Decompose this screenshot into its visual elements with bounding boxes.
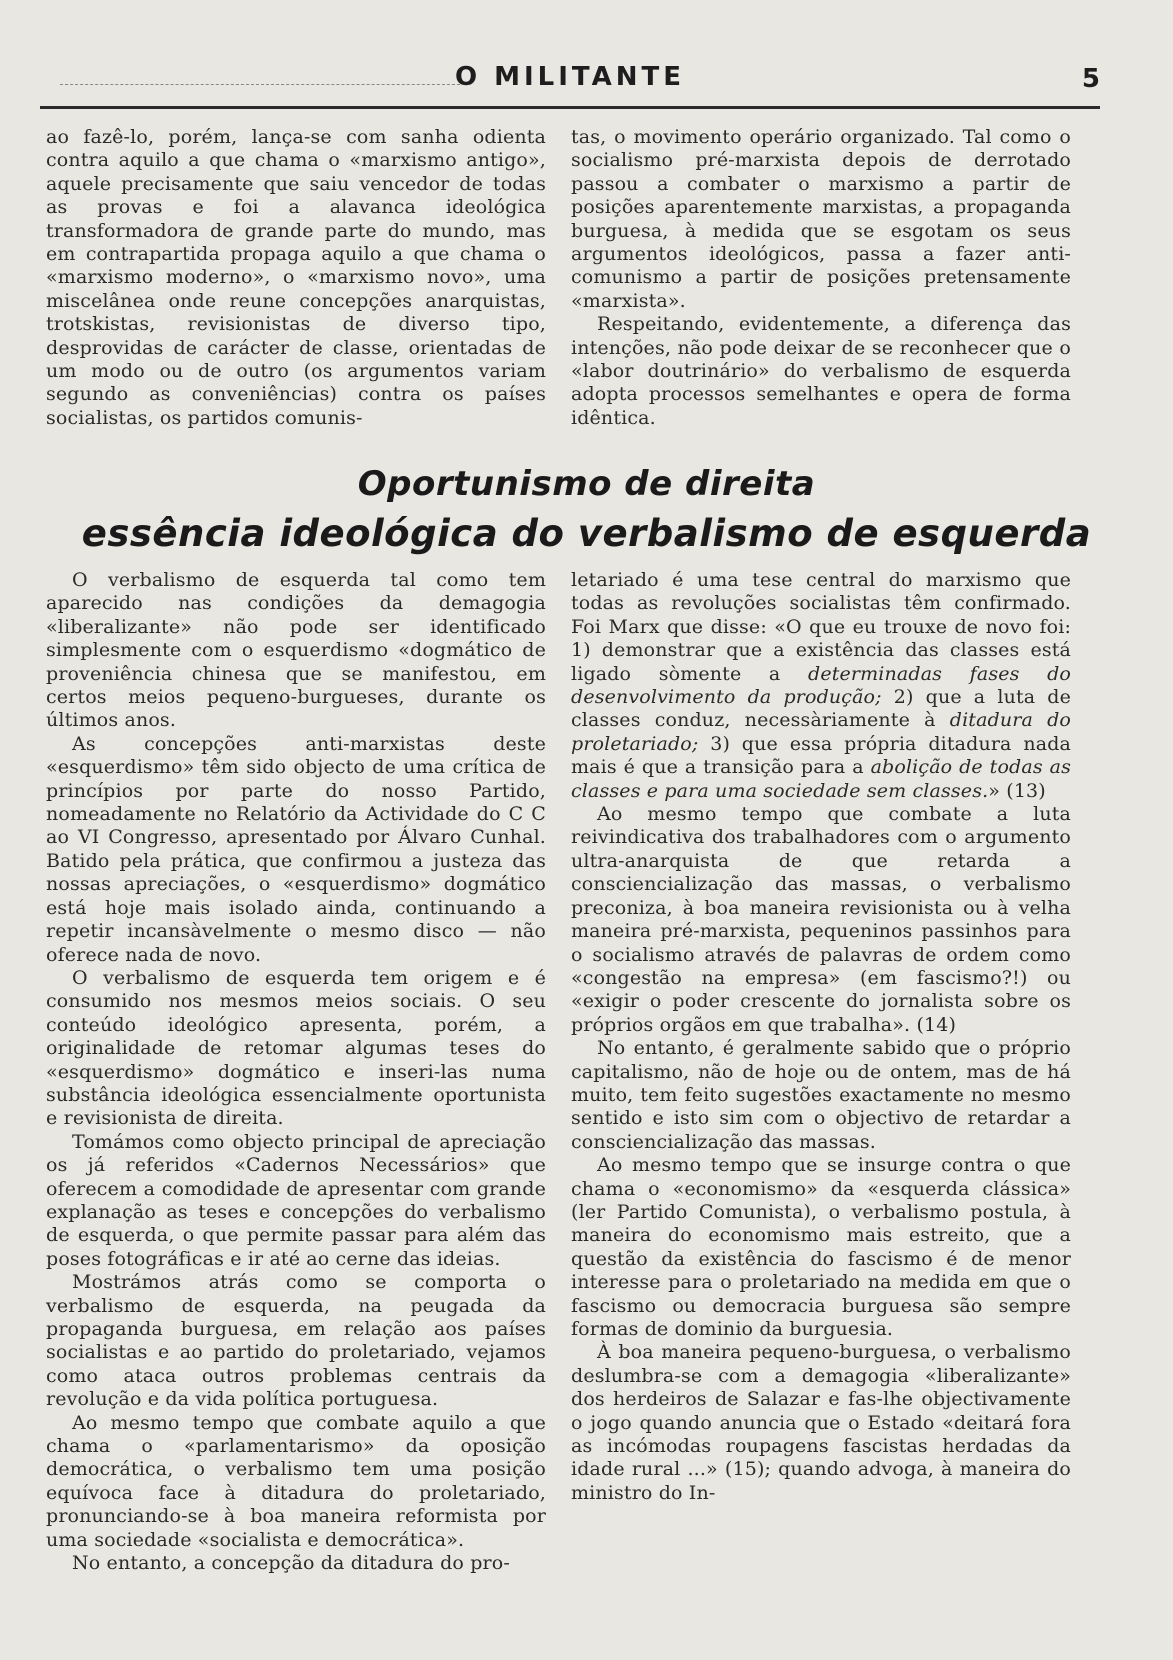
masthead-title: O MILITANTE bbox=[454, 62, 686, 92]
paragraph: No entanto, é geralmente sabido que o próprio capitalismo, não de hoje ou de ontem, mas de há muito, tem feito sugestões exactamente no mesmo sentido e isto sim com o objectivo de retardar a consciencialização das massas. bbox=[571, 1037, 1071, 1153]
top-left-column bbox=[46, 126, 546, 430]
italic-span: determinadas fases do desenvolvimento da produção; bbox=[571, 662, 1071, 709]
italic-span: ditadura do proletariado; bbox=[571, 709, 1071, 755]
text-span: letariado é uma tese central do marxismo que todas as revoluções socialistas têm confirmado. Foi Marx que disse: «O que eu trouxe de novo foi: 1) demonstrar que a existência das classes está ligado sòmente a bbox=[571, 569, 1071, 685]
article-title: Oportunismo de direita bbox=[357, 464, 816, 504]
paragraph: Ao mesmo tempo que combate a luta reivindicativa dos trabalhadores com o argumento ultra-anarquista de que retarda a consciencialização das massas, o verbalismo preconiza, à boa maneira revisionista ou à velha maneira pré-marxista, pequeninos passinhos para o socialismo através de palavras de ordem como «congestão na empresa» (em fascismo?!) ou «exigir o poder crescente do jornalista sobre os próprios orgãos em que trabalha». (14) bbox=[571, 803, 1071, 1036]
bottom-right-column bbox=[571, 569, 1071, 1505]
paragraph: As concepções anti-marxistas deste «esquerdismo» têm sido objecto de uma crítica de princípios por parte do nosso Partido, nomeadamente no Relatório da Actividade do C C ao VI Congresso, apresentado por Álvaro Cunhal. Batido pela prática, que confirmou a justeza das nossas apreciações, o «esquerdismo» dogmático está hoje mais isolado ainda, continuando a repetir incansàvelmente o mesmo disco — não oferece nada de novo. bbox=[46, 732, 546, 966]
paragraph: O verbalismo de esquerda tem origem e é consumido nos mesmos meios sociais. O seu conteúdo ideológico apresenta, porém, a originalidade de retomar algumas teses do «esquerdismo» dogmático e inseri-las numa substância ideológica essencialmente oportunista e revisionista de direita. bbox=[46, 966, 546, 1130]
paragraph: O verbalismo de esquerda tal como tem aparecido nas condições da demagogia «liberalizante» não pode ser identificado simplesmente com o esquerdismo «dogmático de proveniência chinesa que se manifestou, em certos meios pequeno-burgueses, durante os últimos anos. bbox=[46, 569, 546, 732]
italic-span: abolição de todas as classes e para uma sociedade sem classes. bbox=[571, 756, 1071, 802]
paragraph: tas, o movimento operário organizado. Tal como o socialismo pré-marxista depois de derrotado passou a combater o marxismo a partir de posições aparentemente marxistas, a propaganda burguesa, à medida que se esgotam os seus argumentos ideológicos, passa a fazer anti-comunismo a partir de posições pretensamente «marxista». bbox=[571, 126, 1071, 312]
paragraph: Tomámos como objecto principal de apreciação os já referidos «Cadernos Necessários» que oferecem a comodidade de apresentar com grande explanação as teses e concepções do verbalismo de esquerda, o que permite passar para além das poses fotográficas e ir até ao cerne das ideias. bbox=[46, 1130, 546, 1270]
paragraph: Mostrámos atrás como se comporta o verbalismo de esquerda, na peugada da propaganda burguesa, em relação aos países socialistas e ao partido do proletariado, vejamos como ataca outros problemas centrais da revolução e da vida política portuguesa. bbox=[46, 1271, 546, 1411]
paragraph: Respeitando, evidentemente, a diferença das intenções, não pode deixar de se reconhecer que o «labor doutrinário» do verbalismo de esquerda adopta processos semelhantes e opera de forma idêntica. bbox=[571, 313, 1071, 429]
paragraph: Ao mesmo tempo que combate aquilo a que chama o «parlamentarismo» da oposição democrática, o verbalismo tem uma posição equívoca face à ditadura do proletariado, pronunciando-se à boa maneira reformista por uma sociedade «socialista e democrática». bbox=[46, 1411, 546, 1551]
text-span: 2) que a luta de classes conduz, necessàriamente à bbox=[571, 686, 1072, 732]
paragraph: ao fazê-lo, porém, lança-se com sanha odienta contra aquilo a que chama o «marxismo antigo», aquele precisamente que saiu vencedor de todas as provas e foi a alavanca ideológica transformadora de grande parte do mundo, mas em contrapartida propaga aquilo a que chama o «marxismo moderno», o «marxismo novo», uma miscelânea onde reune concepções anarquistas, trotskistas, revisionistas de diverso tipo, desprovidas de carácter de classe, orientadas de um modo ou de outro (os argumentos variam segundo as conveniências) contra os países socialistas, os partidos comunis- bbox=[46, 126, 546, 429]
paragraph-marx-quote bbox=[571, 569, 1071, 803]
paragraph: À boa maneira pequeno-burguesa, o verbalismo deslumbra-se com a demagogia «liberalizante» dos herdeiros de Salazar e fas-lhe objectivamente o jogo quando anuncia que o Estado «deitará fora as incómodas roupagens fascistas herdadas da idade rural ...» (15); quando advoga, à maneira do ministro do In- bbox=[571, 1341, 1071, 1504]
article-subtitle: essência ideológica do verbalismo de esquerda bbox=[81, 512, 1092, 555]
text-span: 3) que essa própria ditadura nada mais é que a transição para a bbox=[571, 732, 1071, 779]
top-right-column bbox=[571, 126, 1071, 430]
bottom-left-column bbox=[46, 569, 546, 1575]
paragraph: Ao mesmo tempo que se insurge contra o que chama o «economismo» da «esquerda clássica» (ler Partido Comunista), o verbalismo postula, à maneira do economismo mais estreito, que a questão da existência do fascismo é de menor interesse para o proletariado na medida em que o fascismo ou democracia burguesa são sempre formas de dominio da burguesia. bbox=[571, 1154, 1071, 1340]
page-number: 5 bbox=[1081, 64, 1100, 94]
paragraph: No entanto, a concepção da ditadura do pro- bbox=[72, 1552, 510, 1575]
text-span: » (13) bbox=[988, 779, 1046, 802]
page-header bbox=[40, 60, 1100, 109]
